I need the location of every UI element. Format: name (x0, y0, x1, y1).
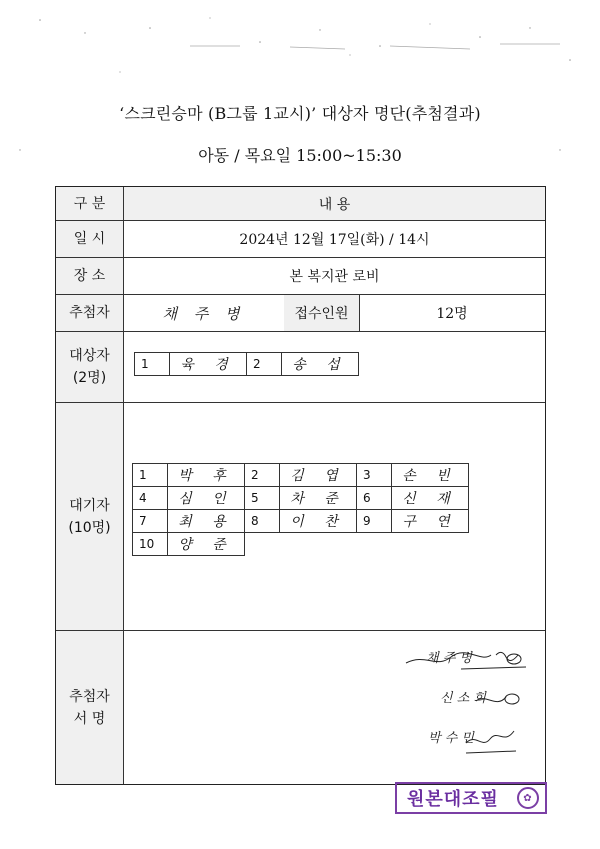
drawer-row (56, 295, 545, 332)
waiting-name: 구 연 (392, 510, 469, 533)
lottery-form (55, 186, 546, 785)
selected-label-cell (56, 332, 124, 402)
date-value: 2024년 12월 17일(화) / 14시 (239, 232, 430, 248)
waiting-no: 4 (133, 487, 168, 510)
waiting-no: 7 (133, 510, 168, 533)
drawer-label: 추첨자 (56, 295, 124, 331)
waiting-no: 9 (357, 510, 392, 533)
waiting-name: 심 인 (168, 487, 245, 510)
selected-list-row (135, 353, 359, 376)
selected-no: 1 (135, 353, 170, 376)
form-header-row (56, 187, 545, 221)
signature-2: 신 소 희 (440, 691, 486, 706)
waiting-name: 박 후 (168, 464, 245, 487)
date-row (56, 221, 545, 258)
waiting-name: 최 용 (168, 510, 245, 533)
waiting-table (132, 463, 469, 556)
header-value: 내 용 (124, 187, 545, 220)
waiting-name: 차 준 (280, 487, 357, 510)
waiting-name: 양 준 (168, 533, 245, 556)
drawer-value-cell (124, 295, 285, 331)
place-label: 장 소 (56, 258, 124, 294)
waiting-list-row (133, 464, 469, 487)
applicants-value: 12명 (436, 306, 468, 322)
selected-name: 송 섭 (282, 353, 359, 376)
drawer-value: 채 주 병 (162, 304, 246, 323)
selected-no: 2 (247, 353, 282, 376)
waiting-no: 10 (133, 533, 168, 556)
waiting-no: 6 (357, 487, 392, 510)
waiting-list-row (133, 510, 469, 533)
waiting-no: 1 (133, 464, 168, 487)
header-label: 구 분 (56, 187, 124, 220)
waiting-name: 김 엽 (280, 464, 357, 487)
signature-label-2: 서 명 (73, 710, 106, 727)
waiting-count: (10명) (68, 519, 111, 536)
date-label: 일 시 (56, 221, 124, 257)
place-value: 본 복지관 로비 (289, 269, 380, 285)
waiting-name: 손 빈 (392, 464, 469, 487)
waiting-no: 5 (245, 487, 280, 510)
document-subtitle: 아동 / 목요일 15:00~15:30 (198, 146, 402, 165)
selected-table (134, 352, 359, 376)
waiting-name: 이 찬 (280, 510, 357, 533)
selected-label: 대상자 (69, 348, 110, 364)
selected-name: 육 경 (170, 353, 247, 376)
seal-icon: ✿ (517, 787, 539, 809)
selected-count: (2명) (72, 370, 107, 386)
signature-row (56, 631, 545, 784)
document-title: ‘스크린승마 (B그룹 1교시)’ 대상자 명단(추첨결과) (119, 104, 481, 123)
waiting-name: 신 재 (392, 487, 469, 510)
waiting-list-row (133, 533, 469, 556)
certified-copy-stamp (395, 782, 547, 814)
signature-label-1: 추첨자 (69, 688, 110, 705)
waiting-row (56, 403, 545, 631)
signature-scribbles (396, 641, 536, 761)
applicants-label: 접수인원 (284, 295, 360, 331)
selected-row (56, 332, 545, 403)
signature-3: 박 수 민 (428, 731, 474, 746)
waiting-no: 3 (357, 464, 392, 487)
waiting-no: 8 (245, 510, 280, 533)
signature-label-cell (56, 631, 124, 784)
stamp-text: 원본대조필 (407, 789, 499, 810)
waiting-list-row (133, 487, 469, 510)
waiting-no: 2 (245, 464, 280, 487)
place-row (56, 258, 545, 295)
waiting-label: 대기자 (69, 497, 110, 514)
waiting-label-cell (56, 403, 124, 630)
signature-1: 채 주 병 (426, 651, 472, 666)
